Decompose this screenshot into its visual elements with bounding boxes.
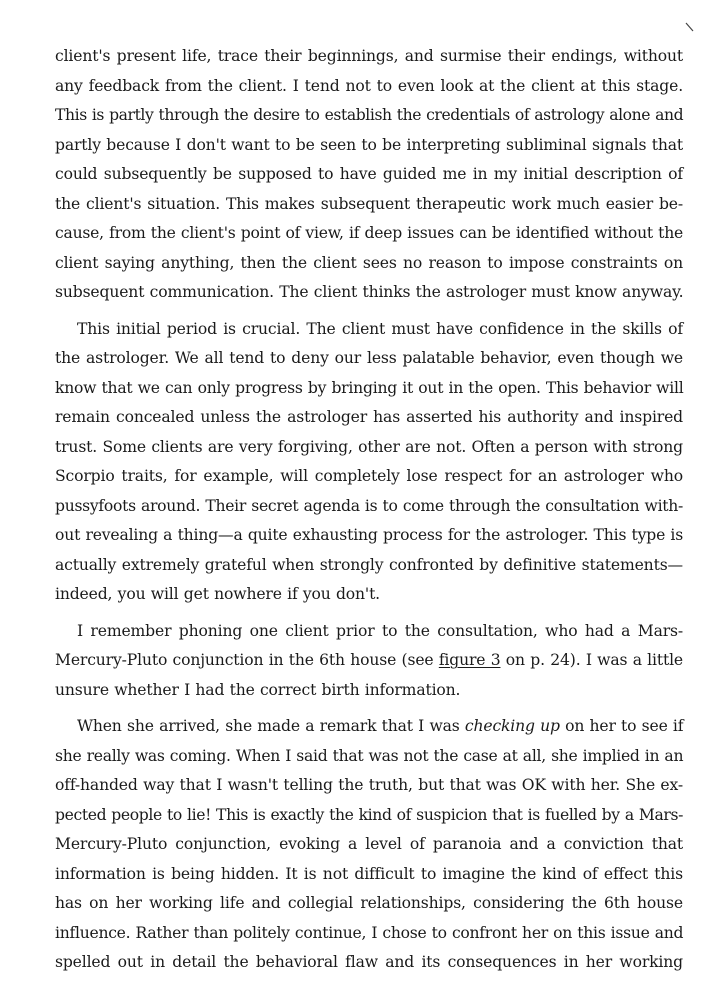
text-line: she really was coming. When I said that was not the case at all, she implied in an <box>55 746 684 765</box>
text-line: This initial period is crucial. The client must have confidence in the skills of <box>77 319 683 338</box>
text-run: on her to see if <box>559 717 684 735</box>
text-line: out revealing a thing—a quite exhausting process for the astrologer. This type is <box>55 526 684 544</box>
text-line: pected people to lie! This is exactly the kind of suspicion that is fuelled by a Mars- <box>55 805 683 824</box>
text-line: know that we can only progress by bringing it out in the open. This behavior will <box>55 378 684 397</box>
text-line: unsure whether I had the correct birth information. <box>55 680 461 699</box>
text-line: Mercury-Pluto conjunction, evoking a level of paranoia and a conviction that <box>55 835 683 853</box>
text-line: I remember phoning one client prior to the consultation, who had a Mars- <box>77 621 683 640</box>
paragraph-4 <box>55 712 683 978</box>
text-line: off-handed way that I wasn't telling the truth, but that was OK with her. She ex- <box>55 776 683 794</box>
body-text <box>55 42 683 985</box>
text-line: pussyfoots around. Their secret agenda is to come through the consultation with- <box>55 496 683 515</box>
text-line: partly because I don't want to be seen to be interpreting subliminal signals that <box>55 135 683 154</box>
text-line: client saying anything, then the client sees no reason to impose constraints on <box>55 253 683 272</box>
emphasis-text: checking up <box>464 717 560 735</box>
text-run: When she arrived, she made a remark that I was <box>77 717 465 735</box>
text-line <box>55 646 683 676</box>
text-line: cause, from the client's point of view, if deep issues can be identified without the <box>55 224 683 242</box>
text-line: influence. Rather than politely continue, I chose to confront her on this issue and <box>55 923 684 942</box>
text-run: on p. 24). I was a little <box>500 651 683 669</box>
text-line: indeed, you will get nowhere if you don't. <box>55 585 380 603</box>
text-line: trust. Some clients are very forgiving, other are not. Often a person with strong <box>55 437 683 456</box>
paragraph-3 <box>55 617 683 706</box>
paragraph-1 <box>55 42 683 308</box>
text-line: has on her working life and collegial relationships, considering the 6th house <box>55 894 683 912</box>
figure-3-link[interactable]: figure 3 <box>438 651 501 669</box>
text-line: This is partly through the desire to establish the credentials of astrology alone and <box>55 106 684 124</box>
text-line: remain concealed unless the astrologer has asserted his authority and inspired <box>55 408 683 426</box>
paragraph-2 <box>55 315 683 610</box>
text-line: spelled out in detail the behavioral flaw and its consequences in her working <box>55 953 683 971</box>
text-line: any feedback from the client. I tend not to even look at the client at this stage. <box>55 76 683 95</box>
text-line: actually extremely grateful when strongly confronted by definitive statements— <box>55 555 683 574</box>
text-line: information is being hidden. It is not difficult to imagine the kind of effect this <box>55 864 683 883</box>
scan-mark <box>683 20 695 34</box>
text-line: the client's situation. This makes subsequent therapeutic work much easier be- <box>55 194 683 213</box>
text-line: subsequent communication. The client thinks the astrologer must know anyway. <box>55 283 684 301</box>
text-line: the astrologer. We all tend to deny our less palatable behavior, even though we <box>55 349 683 367</box>
text-line: Scorpio traits, for example, will completely lose respect for an astrologer who <box>55 467 683 485</box>
text-line: could subsequently be supposed to have guided me in my initial description of <box>55 165 683 183</box>
text-line: client's present life, trace their beginnings, and surmise their endings, without <box>55 47 683 65</box>
text-run: Mercury-Pluto conjunction in the 6th house (see <box>55 651 439 669</box>
text-line <box>55 712 683 742</box>
